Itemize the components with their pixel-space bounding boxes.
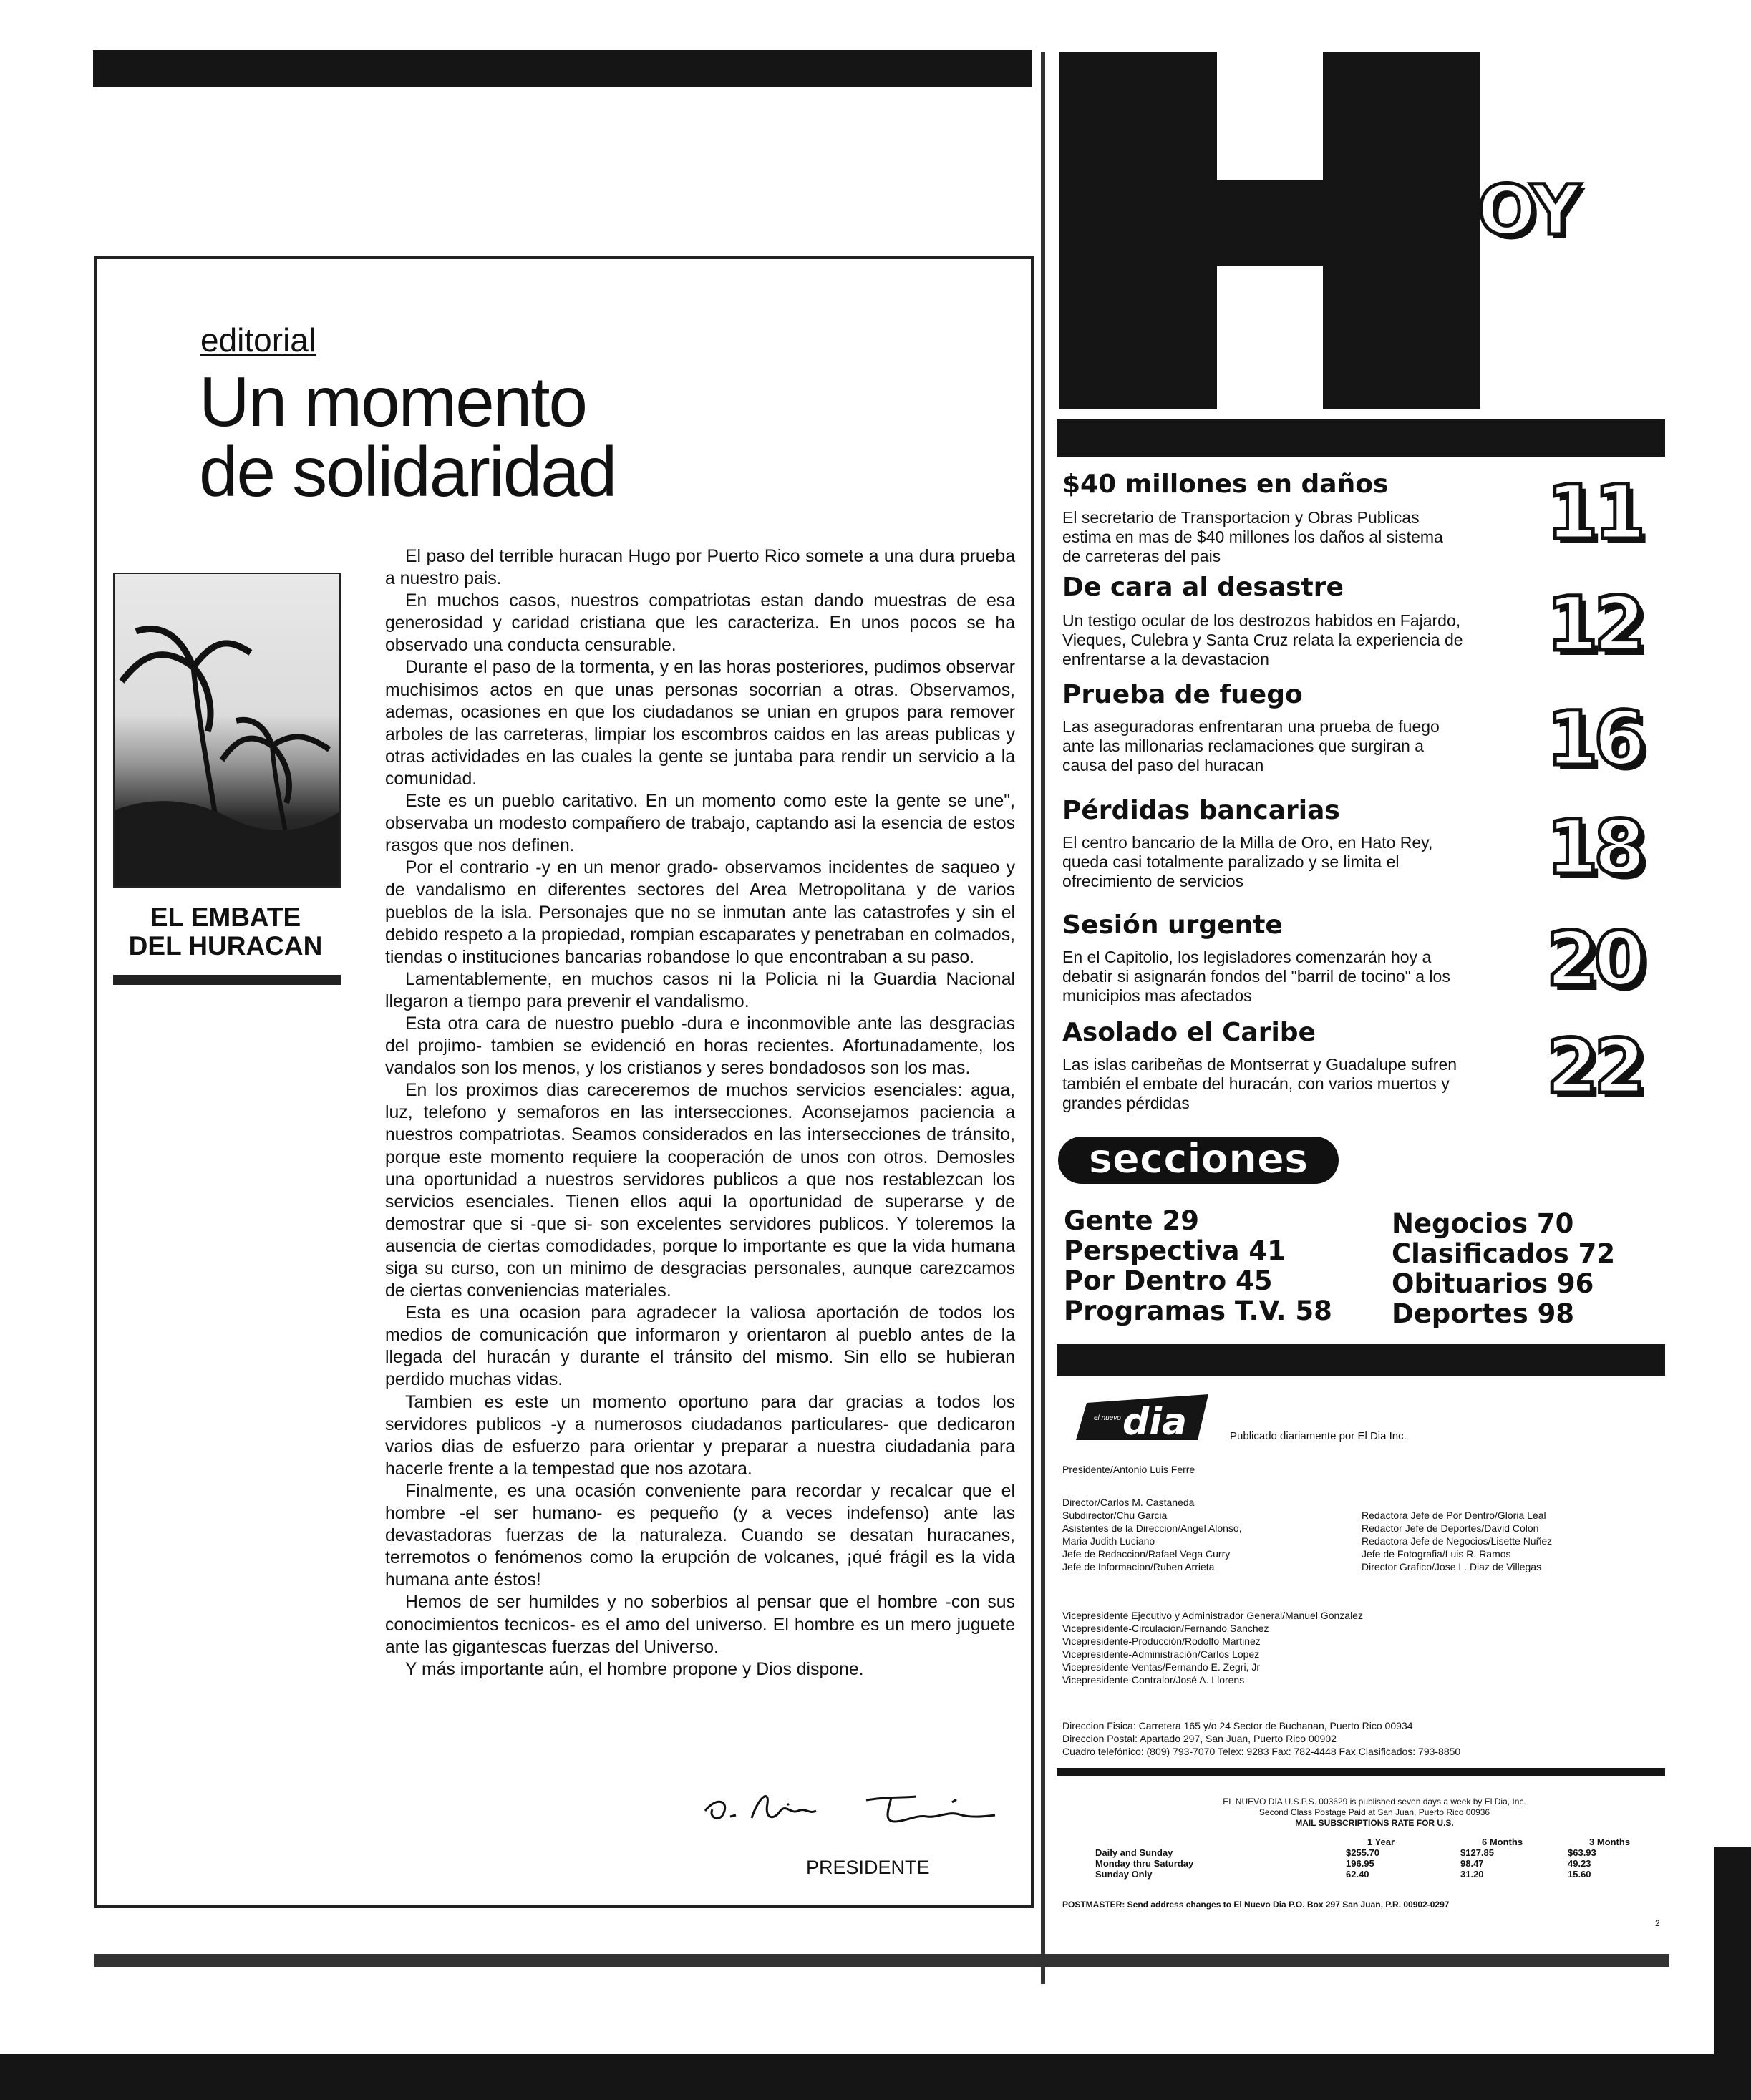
staff-line: Subdirector/Chu Garcia — [1062, 1510, 1168, 1521]
staff-line: Director/Carlos M. Castaneda — [1062, 1497, 1195, 1508]
staff-line: Jefe de Redaccion/Rafael Vega Curry — [1062, 1548, 1231, 1560]
vp-line: Vicepresidente-Ventas/Fernando E. Zegri, Jr — [1062, 1661, 1261, 1673]
paragraph: En muchos casos, nuestros compatriotas estan dando muestras de esa generosidad y caridad cristiana que les caracteriza. En unos pocos se ha observado una conducta censurable. — [385, 591, 1015, 656]
editorial-body — [385, 545, 1015, 1681]
rates-cell: 31.20 — [1460, 1869, 1484, 1880]
hurricane-photo — [113, 573, 341, 888]
page-number-badge: 16 — [1546, 695, 1641, 782]
staff-line: Maria Judith Luciano — [1062, 1535, 1155, 1547]
paragraph: Esta es una ocasion para agradecer la valiosa aportación de todos los medios de comunicación que informaron y orientaron al pueblo antes de la llegada del huracán y durante el tránsito del mismo. Sin ello se hubieran perdido muchas vidas. — [385, 1303, 1015, 1390]
rates-header-row — [1095, 1837, 1654, 1847]
hoy-logo-h — [1059, 52, 1480, 409]
palm-trees-image — [115, 574, 341, 888]
postmaster-notice: POSTMASTER: Send address changes to El Nuevo Dia P.O. Box 297 San Juan, P.R. 00902-0297 — [1062, 1900, 1450, 1910]
rates-cell: Daily and Sunday — [1095, 1847, 1173, 1858]
hoy-item-desc: Un testigo ocular de los destrozos habidos en Fajardo, Vieques, Culebra y Santa Cruz relata la experiencia de enfrentarse a la devastacion — [1062, 611, 1463, 669]
headline-line-2: de solidaridad — [199, 432, 616, 511]
paragraph: Por el contrario -y en un menor grado- observamos incidentes de saqueo y de vandalismo en diferentes sectores del Area Metropolitana y de varios pueblos de la isla. Personajes que no se inmutan ante las catastrofes y sin el debido respeto a la propiedad, rompian escaparates y penetraban en colmados, tiendas o instituciones bancarias robandose lo que encontraban a su paso. — [385, 858, 1015, 967]
vp-line: Vicepresidente-Producción/Rodolfo Martinez — [1062, 1635, 1261, 1647]
section-link: Programas T.V. 58 — [1064, 1296, 1332, 1326]
paragraph: Este es un pueblo caritativo. En un momento como este la gente se une", observaba un modesto compañero de trabajo, captando asi la esencia de estos rasgos que nos definen. — [385, 792, 1015, 856]
hoy-logo-oy: OY — [1478, 170, 1578, 251]
signer-title: PRESIDENTE — [806, 1857, 930, 1878]
headline-line-1: Un momento — [199, 362, 587, 441]
hoy-rule — [1057, 419, 1665, 457]
rates-cell: $255.70 — [1346, 1847, 1379, 1858]
vice-presidents — [1062, 1609, 1363, 1686]
rates-cell: 196.95 — [1346, 1858, 1374, 1869]
page-bottom-edge — [0, 2054, 1751, 2100]
rates-row — [1095, 1847, 1654, 1858]
staff-line: Redactora Jefe de Por Dentro/Gloria Leal — [1362, 1510, 1546, 1521]
rates-header: 1 Year — [1367, 1837, 1395, 1847]
section-link: Obituarios 96 — [1392, 1268, 1594, 1299]
section-link: Por Dentro 45 — [1064, 1265, 1273, 1296]
phone-numbers: Cuadro telefónico: (809) 793-7070 Telex: 9283 Fax: 782-4448 Fax Clasificados: 793-8850 — [1062, 1746, 1461, 1757]
page-number-badge: 20 — [1546, 915, 1641, 1003]
staff-line: Redactor Jefe de Deportes/David Colon — [1362, 1522, 1539, 1534]
paragraph: El paso del terrible huracan Hugo por Puerto Rico somete a una dura prueba a nuestro pais. — [385, 547, 1015, 589]
hoy-item-title: De cara al desastre — [1062, 573, 1344, 602]
page-number-badge: 22 — [1546, 1023, 1641, 1110]
section-link: Clasificados 72 — [1392, 1238, 1616, 1269]
staff-line: Director Grafico/Jose L. Diaz de Villegas — [1362, 1561, 1542, 1572]
rates-cell: 62.40 — [1346, 1869, 1369, 1880]
rates-cell: 15.60 — [1568, 1869, 1591, 1880]
hoy-item-title: $40 millones en daños — [1062, 470, 1389, 499]
secciones-logo — [1055, 1132, 1344, 1190]
photo-caption — [107, 903, 344, 961]
rates-cell: Sunday Only — [1095, 1869, 1153, 1880]
rates-cell: $63.93 — [1568, 1847, 1596, 1858]
column-divider — [1041, 52, 1045, 1984]
page-number: 2 — [1655, 1918, 1660, 1928]
staff-left — [1062, 1496, 1242, 1573]
address-postal: Direccion Postal: Apartado 297, San Juan, Puerto Rico 00902 — [1062, 1733, 1337, 1744]
usps-line-1: EL NUEVO DIA U.S.P.S. 003629 is published seven days a week by El Dia, Inc. — [1223, 1797, 1526, 1807]
masthead-tagline: Publicado diariamente por El Dia Inc. — [1230, 1430, 1407, 1442]
staff-line: Asistentes de la Direccion/Angel Alonso, — [1062, 1522, 1242, 1534]
logo-wordmark: dia — [1122, 1401, 1188, 1444]
secciones-logo-text: secciones — [1088, 1136, 1309, 1182]
rates-row — [1095, 1858, 1654, 1869]
addresses — [1062, 1719, 1460, 1758]
paragraph: En los proximos dias careceremos de muchos servicios esenciales: agua, luz, telefono y semaforos en las intersecciones. Aconsejamos paciencia a nuestros compatriotas. Seamos considerados en las intersecciones de tránsito, porque este momento requiere la cooperación de unos con otros. Demosles una oportunidad a nuestros servidores publicos a que nos restablezcan los servicios esenciales. Tienen ellos aqui la oportunidad de superarse y de demostrar que si -que si- son excelentes servidores publicos. Y toleremos la ausencia de ciertas comodidades, porque lo importante es que la vida humana siga su curso, con un minimo de desgracias personales, aunque carezcamos de ciertas conveniencias materiales. — [385, 1081, 1015, 1301]
hoy-item-desc: En el Capitolio, los legisladores comenzarán hoy a debatir si asignarán fondos del "barril de tocino" a los municipios mas afectados — [1062, 948, 1450, 1005]
hoy-item-desc: Las aseguradoras enfrentaran una prueba de fuego ante las millonarias reclamaciones que surgiran a causa del paso del huracan — [1062, 717, 1440, 774]
hoy-item-desc: El secretario de Transportacion y Obras Publicas estima en mas de $40 millones los daños al sistema de carreteras del pais — [1062, 508, 1443, 565]
logo-prefix: el nuevo — [1094, 1414, 1121, 1422]
paragraph: Y más importante aún, el hombre propone y Dios dispone. — [405, 1659, 864, 1679]
paragraph: Lamentablemente, en muchos casos ni la Policia ni la Guardia Nacional llegaron a tiempo para prevenir el vandalismo. — [385, 969, 1015, 1011]
secciones-rule — [1057, 1344, 1665, 1376]
rates-cell: 98.47 — [1460, 1858, 1484, 1869]
section-link: Perspectiva 41 — [1064, 1235, 1286, 1266]
vp-line: Vicepresidente Ejecutivo y Administrador General/Manuel Gonzalez — [1062, 1610, 1363, 1621]
section-link: Deportes 98 — [1392, 1298, 1575, 1329]
el-nuevo-dia-logo — [1065, 1389, 1216, 1446]
page-number-badge: 12 — [1546, 580, 1641, 668]
masthead-president: Presidente/Antonio Luis Ferre — [1062, 1464, 1195, 1475]
staff-line: Jefe de Fotografia/Luis R. Ramos — [1362, 1548, 1511, 1560]
paragraph: Hemos de ser humildes y no soberbios al pensar que el hombre -con sus conocimientos tecnicos- es el amo del universo. El hombre es un mero juguete ante las gigantescas fuerzas del Universo. — [385, 1593, 1015, 1657]
vp-line: Vicepresidente-Circulación/Fernando Sanchez — [1062, 1623, 1269, 1634]
hoy-item-desc: El centro bancario de la Milla de Oro, en Hato Rey, queda casi totalmente paralizado y se limita el ofrecimiento de servicios — [1062, 833, 1433, 890]
vp-line: Vicepresidente-Contralor/José A. Llorens — [1062, 1674, 1245, 1686]
rates-header: 3 Months — [1589, 1837, 1631, 1847]
right-edge — [1714, 1847, 1751, 2100]
paragraph: Durante el paso de la tormenta, y en las horas posteriores, pudimos observar muchisimos actos en que unas personas socorrian a otras. Observamos, ademas, ocasiones en que los ciudadanos se unian en grupos para remover arboles de las carreteras, limpiar los escombros caidos en las areas publicas y otras actividades en las cuales la gente se juntaba para rendir un servicio a la comunidad. — [385, 658, 1015, 789]
bottom-rule — [94, 1954, 1669, 1967]
paragraph: Finalmente, es una ocasión conveniente para recordar y recalcar que el hombre -el ser humano- es pequeño (y a veces indefenso) ante las devastadoras fuerzas de la naturaleza. Cuando se desatan huracanes, terremotos o fenómenos como la erupción de volcanes, ¡qué frágil es la vida humana ante éstos! — [385, 1481, 1015, 1590]
rates-title: MAIL SUBSCRIPTIONS RATE FOR U.S. — [1295, 1818, 1454, 1828]
masthead-rule — [1057, 1768, 1665, 1776]
section-link: Gente 29 — [1064, 1205, 1199, 1236]
hoy-item-title: Asolado el Caribe — [1062, 1018, 1316, 1047]
hoy-item-title: Pérdidas bancarias — [1062, 796, 1340, 825]
photo-caption-line-2: DEL HURACAN — [128, 931, 323, 961]
hoy-item-title: Sesión urgente — [1062, 910, 1283, 940]
page-number-badge: 11 — [1546, 469, 1641, 556]
hoy-item-title: Prueba de fuego — [1062, 680, 1303, 709]
top-rule-left — [93, 50, 1032, 87]
staff-right — [1362, 1509, 1552, 1573]
usps-notice — [1131, 1797, 1618, 1829]
vp-line: Vicepresidente-Administración/Carlos Lopez — [1062, 1648, 1260, 1660]
usps-line-2: Second Class Postage Paid at San Juan, Puerto Rico 00936 — [1258, 1807, 1490, 1817]
hoy-item-desc: Las islas caribeñas de Montserrat y Guadalupe sufren también el embate del huracán, con varios muertos y grandes pérdidas — [1062, 1055, 1457, 1112]
staff-line: Redactora Jefe de Negocios/Lisette Nuñez — [1362, 1535, 1553, 1547]
handwritten-signature — [702, 1782, 1002, 1839]
photo-caption-line-1: EL EMBATE — [150, 903, 301, 932]
page-number-badge: 18 — [1546, 804, 1641, 891]
rates-header: 6 Months — [1482, 1837, 1523, 1847]
rates-cell: 49.23 — [1568, 1858, 1591, 1869]
section-link: Negocios 70 — [1392, 1208, 1574, 1239]
caption-rule — [113, 975, 341, 985]
rates-header — [1095, 1837, 1367, 1847]
paragraph: Tambien es este un momento oportuno para dar gracias a todos los servidores publicos -y a numerosos ciudadanos particulares- que dedicaron varios dias de esfuerzo para orientar y preparar a nuestra ciudadania para hacerle frente a la tempestad que nos azotara. — [385, 1392, 1015, 1479]
rates-row — [1095, 1869, 1654, 1880]
rates-table — [1095, 1837, 1654, 1880]
paragraph: Esta otra cara de nuestro pueblo -dura e inconmovible ante las desgracias del projimo- tambien se evidenció en horas recientes. Afortunadamente, los vandalos son los menos, y los cristianos y seres bondadosos son los mas. — [385, 1013, 1015, 1079]
editorial-headline — [199, 362, 772, 511]
section-kicker: editorial — [200, 321, 316, 359]
address-fisica: Direccion Fisica: Carretera 165 y/o 24 Sector de Buchanan, Puerto Rico 00934 — [1062, 1720, 1413, 1731]
rates-cell: $127.85 — [1460, 1847, 1494, 1858]
rates-cell: Monday thru Saturday — [1095, 1858, 1194, 1869]
staff-line: Jefe de Informacion/Ruben Arrieta — [1062, 1561, 1215, 1572]
